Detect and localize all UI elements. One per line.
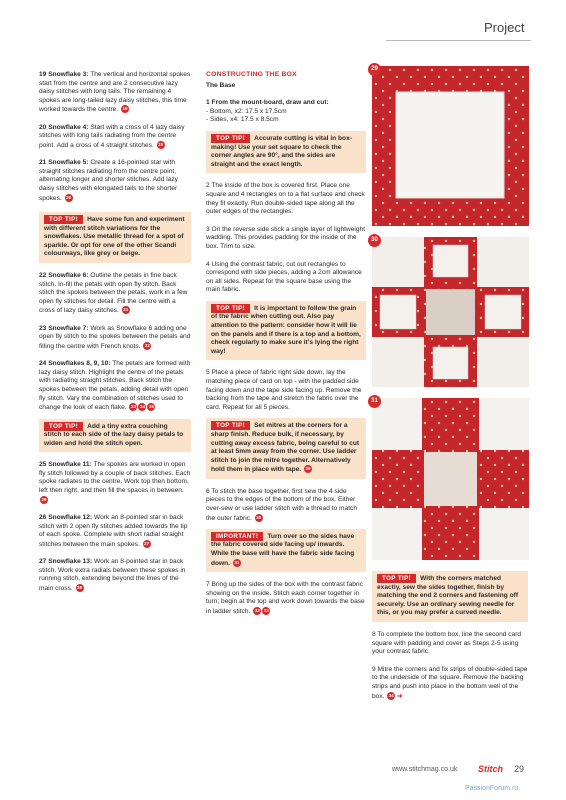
step-25: 25 Snowflake 11: The spokes are worked in open fly stitch followed by a couple of back stitches. Each spoke radiates to the centre. Work top then bottom, left then right, and then fill the spaces in between. 26 xyxy=(39,461,191,502)
watermark: PassionForum.ru xyxy=(465,785,519,792)
photo-ref-badge: 19 xyxy=(158,141,164,147)
top-tip-box: TOP TIP! With the corners matched exactly, sew the sides together, finish by matching the end 2 corners and fastening off securely. Use an ordinary sewing needle for this, or you may prefer a curved needle. xyxy=(372,571,528,622)
step-26: 26 Snowflake 12: Work an 8-pointed star in back stitch with 2 open fly stitches added towards the tip of each spoke. Complete with short radial straight stitches between the main spokes. 27 xyxy=(39,514,188,548)
photo-ref-badge: 25 xyxy=(148,404,154,410)
photo-31-mitred-corners xyxy=(372,398,529,560)
step-6: 6 To stitch the base together, first sew the 4 side pieces to the edges of the bottom of the box. Either over-sew or use ladder stitch with a thread to match the outer fabric. 30 xyxy=(206,487,357,522)
step-22: 22 Snowflake 6: Outline the petals in fine back stitch. In-fill the petals with open fly stitch. Back stitch the spokes between the petals, work in a few open fly stitches for detail. Fill the centre with a cross of lazy daisy stitches. 21 xyxy=(39,271,188,315)
photo-ref-badge: 30 xyxy=(256,514,262,520)
photo-ref-badge: 21 xyxy=(123,307,129,313)
tip-tag: TOP TIP! xyxy=(211,421,250,430)
photo-ref-badge: 29 xyxy=(305,466,311,472)
step-19: 19 Snowflake 3: The vertical and horizontal spokes start from the centre and are 2 consecutive lazy daisy stitches with long tails. The remaining 4 spokes are long-tailed lazy daisy stitches, this time worked towards the centre. 19 xyxy=(39,71,191,114)
step-8: 8 To complete the bottom box, line the second card square with padding and cover as Steps 2-5 using your contrast fabric. xyxy=(372,630,522,656)
step-21: 21 Snowflake 5: Create a 16-pointed star with straight stitches radiating from the centre point, alternating longer and shorter stitches. Add lazy daisy stitches with elongated tails to the shorter spokes. 20 xyxy=(39,159,178,202)
tip-tag: TOP TIP! xyxy=(44,422,83,431)
step-9: 9 Mitre the corners and fix strips of double-sided tape to the underside of the square. Remove the backing strips and push into place in the bottom well of the box. 34 ➔ xyxy=(372,665,528,700)
column-middle xyxy=(206,71,366,625)
footer-url: www.stitchmag.co.uk xyxy=(392,766,458,773)
important-tag: IMPORTANT! xyxy=(211,532,263,541)
photo-number-badge: 30 xyxy=(368,234,381,247)
photo-ref-badge: 32 xyxy=(254,607,260,613)
top-tip-box: TOP TIP! Set mitres at the corners for a sharp finish. Reduce bulk, if necessary, by cutting away excess fabric, being careful to cut at least 5mm away from the corner. Use ladder stitch to join the mitre together. Alternatively hold them in place with tape. 29 xyxy=(206,418,366,478)
section-title: CONSTRUCTING THE BOX xyxy=(206,71,297,78)
photo-29-covered-base xyxy=(372,66,529,226)
photo-number-badge: 29 xyxy=(368,63,381,76)
footer-logo: Stitch xyxy=(478,764,504,774)
photo-ref-badge: 26 xyxy=(41,496,47,502)
tip-tag: TOP TIP! xyxy=(211,304,250,313)
header-rule xyxy=(386,40,531,41)
step-23: 23 Snowflake 7: Work as Snowflake 6 adding one open fly stitch to the spokes between the petals and filling the centre with French knots. 22 xyxy=(39,324,191,350)
column-left xyxy=(39,71,191,602)
column-right xyxy=(372,571,528,710)
step-27: 27 Snowflake 13: Work an 8-pointed star in back stitch. Work extra radials between these spokes in running stitch, extending beyond the lines of the main cross. 28 xyxy=(39,558,186,592)
continue-arrow-icon: ➔ xyxy=(397,692,403,700)
photo-ref-badge: 31 xyxy=(234,559,240,565)
top-tip-box: TOP TIP! Have some fun and experiment with different stitch variations for the snowflakes. Use metallic thread for a spot of sparkle. Or opt for one of the other Scandi colourways, like grey or beige. xyxy=(39,212,191,263)
important-box: IMPORTANT! Turn over so the sides have the fabric covered side facing up/ inwards. While the base will have the fabric side facing down. 31 xyxy=(206,529,366,572)
tip-tag: TOP TIP! xyxy=(377,574,416,583)
photo-30-cross-layout xyxy=(372,237,529,387)
step-7: 7 Bring up the sides of the box with the contrast fabric showing on the inside. Stitch each corner together in turn; begin at the top and work down towards the base in ladder stitch. 32 33 xyxy=(206,580,365,615)
step-1: 1 From the mount-board, draw and cut: - Bottom, x2: 17.5 x 17.5cm - Sides, x4: 17.5 x 8.5cm xyxy=(206,99,329,124)
top-tip-box: TOP TIP! Accurate cutting is vital in box-making! Use your set square to check the corner angles are 90°, and the sides are straight and the exact length. xyxy=(206,131,366,173)
step-2: 2 The inside of the box is covered first. Place one square and 4 rectangles on to a flat surface and check they fit exactly. Run double-sided tape along all the outer edges of the rectangles. xyxy=(206,182,365,216)
step-5: 5 Place a piece of fabric right side down, lay the matching piece of card on top - with the padded side facing down and the tape side facing up. Remove the backing from the tape and stretch the fabric over the card. Repeat for all 5 pieces. xyxy=(206,369,362,411)
top-tip-box: TOP TIP! It is important to follow the grain of the fabric when cutting out. Also pay attention to the pattern: consider how it will lie on the panels and if there is a top and a bottom, check regularly to make sure it’s lying the right way! xyxy=(206,301,366,361)
step-20: 20 Snowflake 4: Start with a cross of 4 lazy daisy stitches with long tails radiating from the centre point. Add a cross of 4 straight stitches. 19 xyxy=(39,123,185,149)
tip-tag: TOP TIP! xyxy=(44,215,83,224)
section-label: Project xyxy=(484,20,525,35)
photo-ref-badge: 24 xyxy=(139,404,145,410)
sub-title: The Base xyxy=(206,81,236,89)
photo-ref-badge: 19 xyxy=(122,106,128,112)
step-3: 3 On the reverse side stick a single layer of lightweight wadding. This provides padding for the inside of the box. Trim to size. xyxy=(206,225,366,250)
step-24: 24 Snowflakes 8, 9, 10: The petals are formed with lazy daisy stitch. Highlight the centre of the petals with radiating straight stitches. Back stitch the spokes between the petals, adding detail with open fly stitch. Vary the combination of stitches used to change the look of each flake. 23 24 25 xyxy=(39,360,191,411)
photo-ref-badge: 33 xyxy=(263,607,269,613)
tip-tag: TOP TIP! xyxy=(211,134,250,143)
photo-ref-badge: 27 xyxy=(144,540,150,546)
photo-ref-badge: 23 xyxy=(130,404,136,410)
photo-number-badge: 31 xyxy=(368,395,381,408)
step-4: 4 Using the contrast fabric, cut out rectangles to correspond with side pieces, adding a 2cm allowance on all sides. Repeat for the square base using the main fabric. xyxy=(206,260,362,294)
photo-ref-badge: 34 xyxy=(388,692,394,698)
photo-ref-badge: 20 xyxy=(66,194,72,200)
photo-ref-badge: 22 xyxy=(144,342,150,348)
photo-ref-badge: 28 xyxy=(77,584,83,590)
page-number: 29 xyxy=(514,764,525,774)
top-tip-box: TOP TIP! Add a tiny extra couching stitch to each side of the lazy daisy petals to widen and hold the stitch open. xyxy=(39,419,191,453)
